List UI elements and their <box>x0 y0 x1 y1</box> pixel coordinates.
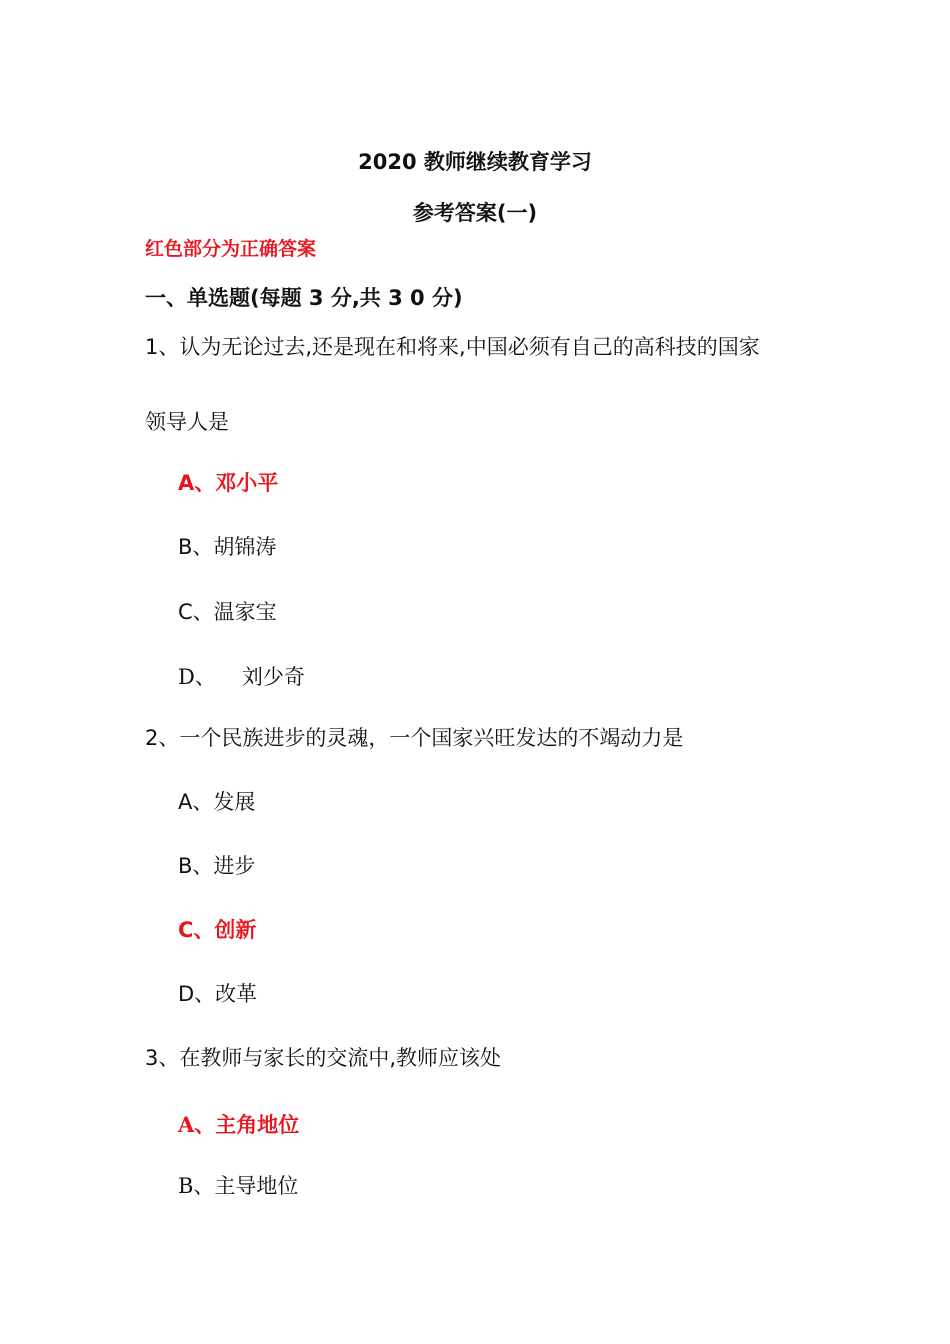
question-1-option-b: B、胡锦涛 <box>178 535 277 559</box>
question-1-stem: 1、认为无论过去,还是现在和将来,中国必须有自己的高科技的国家 <box>145 335 760 359</box>
question-1-stem-continued: 领导人是 <box>145 410 229 434</box>
section-heading: 一、单选题(每题 3 分,共 3 0 分) <box>145 286 463 310</box>
question-2-option-a: A、发展 <box>178 790 256 814</box>
question-1-option-c: C、温家宝 <box>178 600 277 624</box>
question-3-stem: 3、在教师与家长的交流中,教师应该处 <box>145 1046 502 1070</box>
option-label: D、 <box>178 665 216 689</box>
question-2-stem: 2、一个民族进步的灵魂，一个国家兴旺发达的不竭动力是 <box>145 726 684 750</box>
answer-key-note: 红色部分为正确答案 <box>145 238 317 260</box>
question-2-option-d: D、改革 <box>178 982 258 1006</box>
document-subtitle: 参考答案(一) <box>412 201 538 225</box>
question-3-option-a: A、主角地位 <box>178 1112 300 1137</box>
option-text: 刘少奇 <box>241 665 305 689</box>
question-1-option-d <box>178 667 305 688</box>
question-3-option-b: B、主导地位 <box>178 1174 299 1198</box>
question-1-option-a: A、邓小平 <box>178 471 279 495</box>
document-title: 2020 教师继续教育学习 <box>358 150 592 174</box>
question-2-option-c: C、创新 <box>178 918 257 942</box>
question-2-option-b: B、进步 <box>178 854 256 878</box>
